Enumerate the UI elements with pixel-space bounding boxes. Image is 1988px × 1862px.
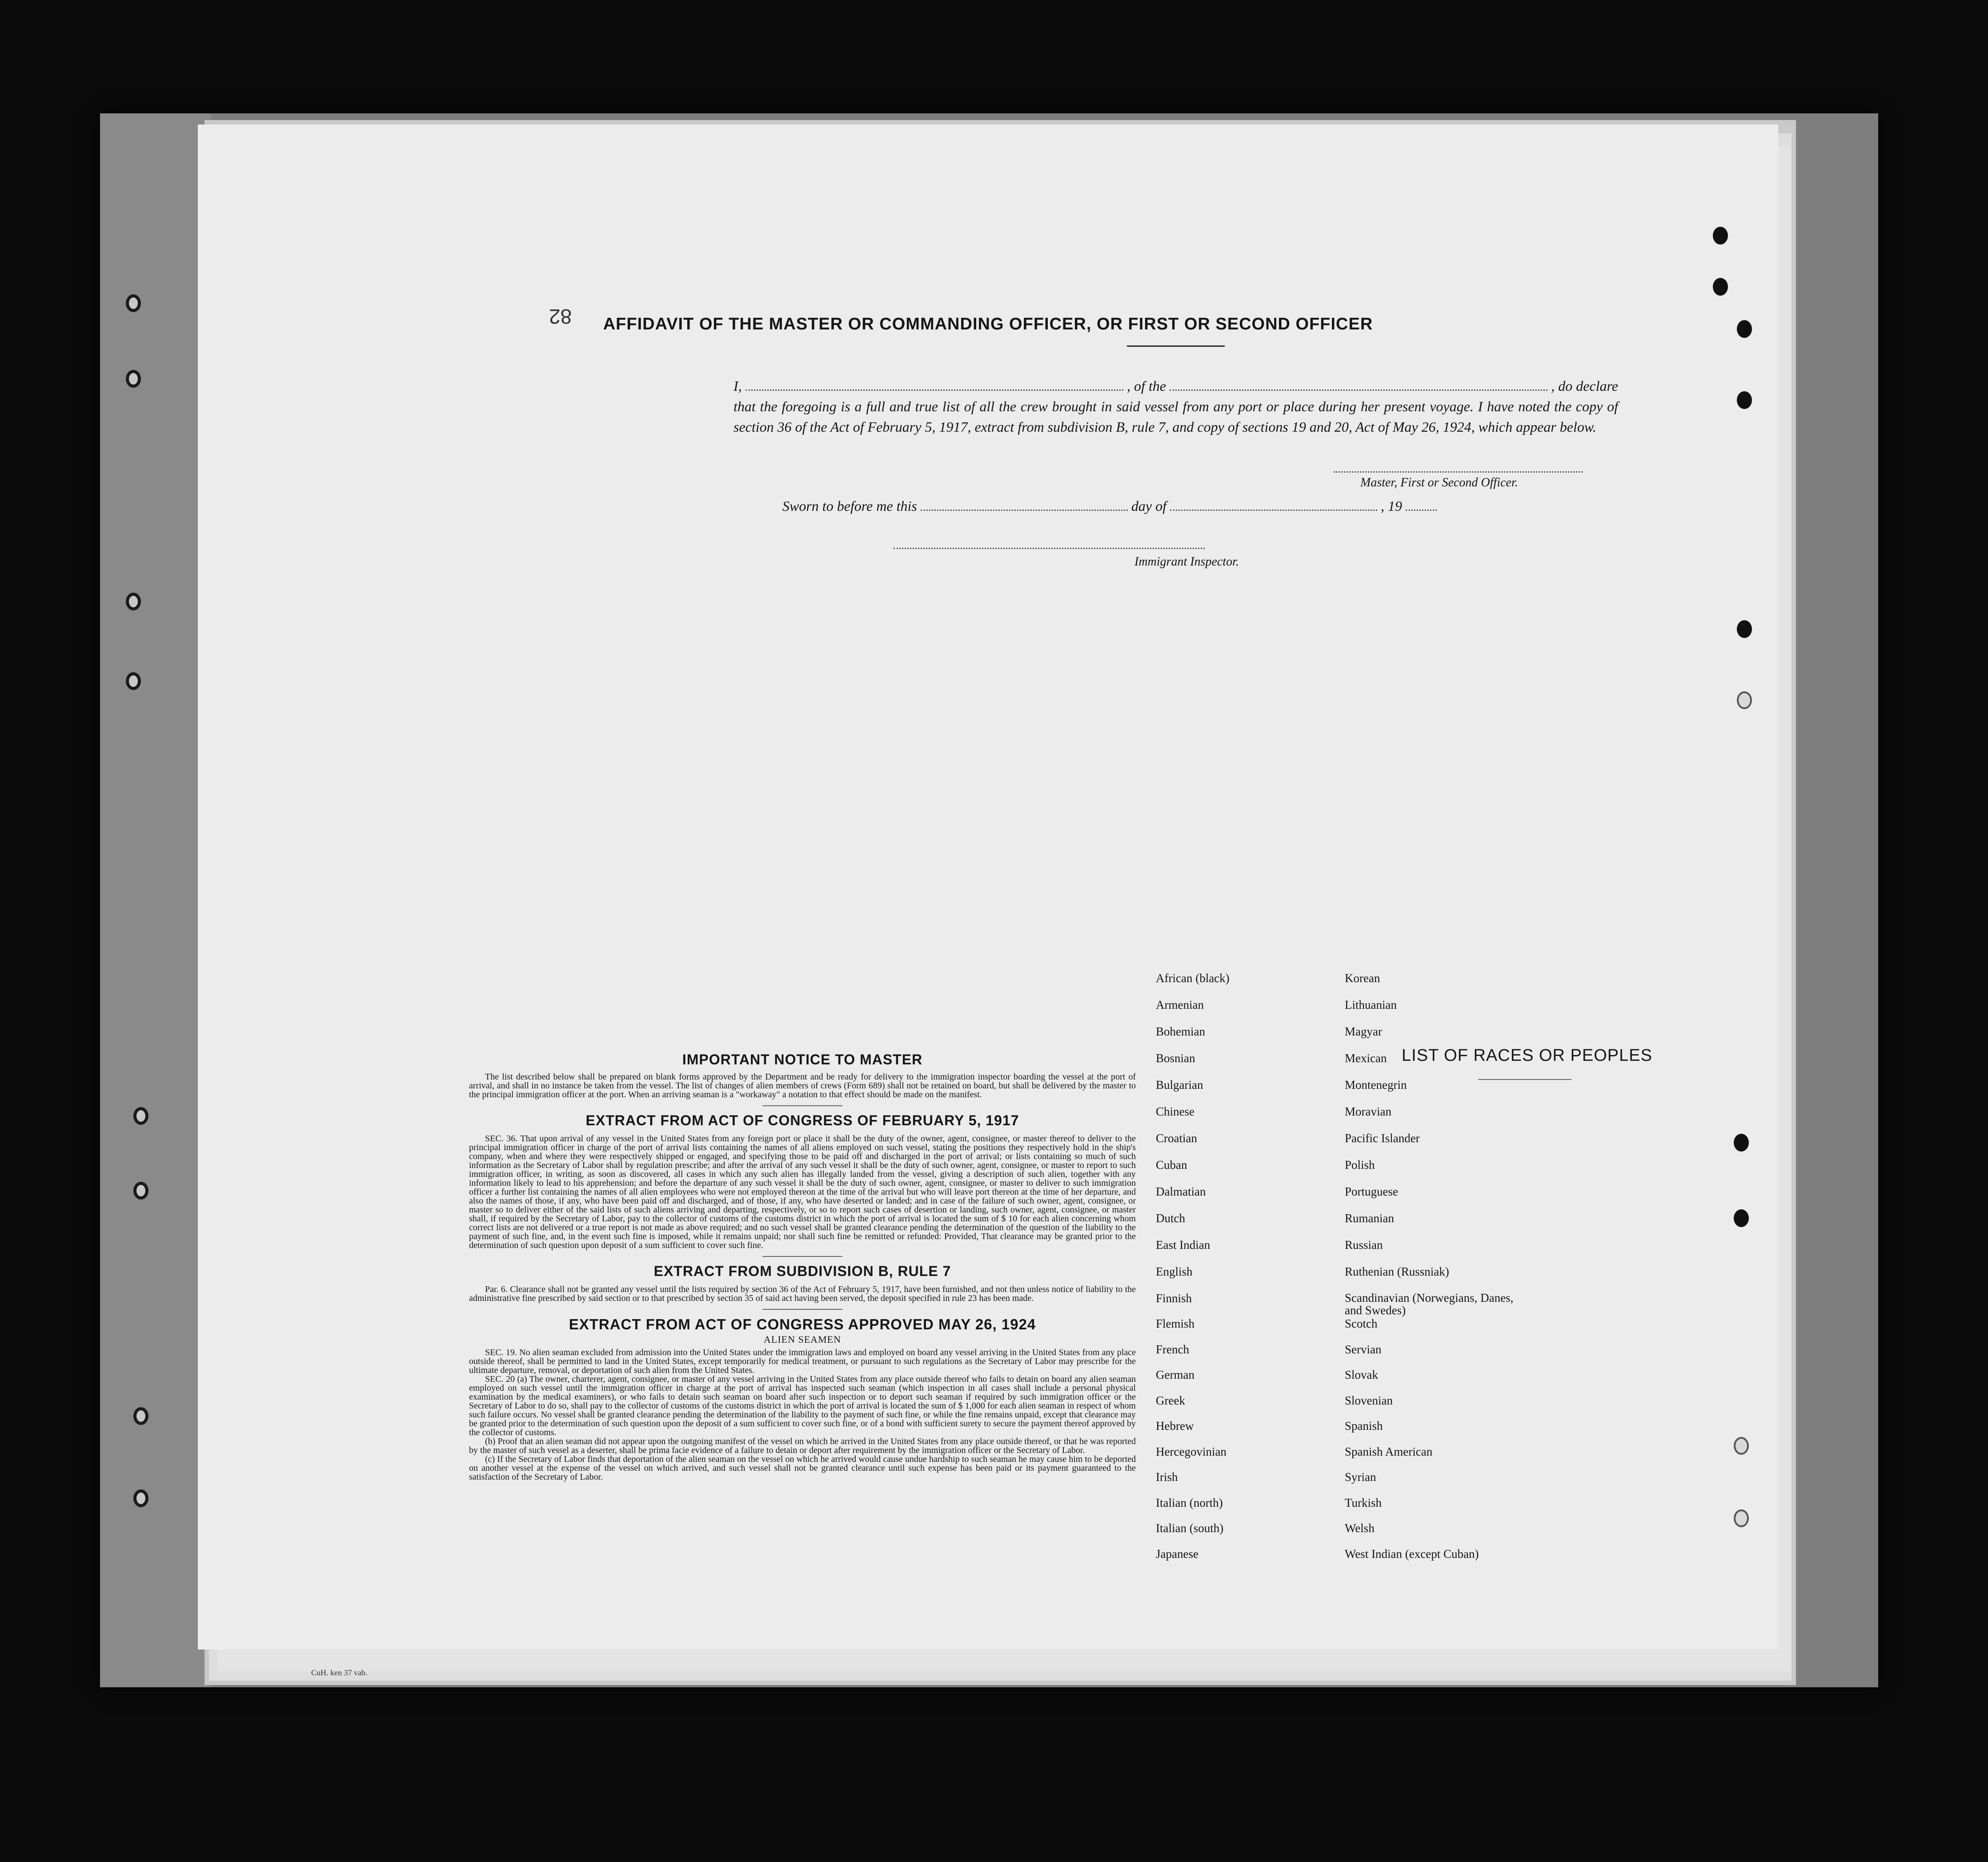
affidavit-of-the: , of the xyxy=(1126,378,1166,394)
punch-hole xyxy=(126,672,141,690)
race-right-13: Scotch xyxy=(1345,1317,1378,1330)
race-left-0: African (black) xyxy=(1156,971,1230,985)
race-left-19: Irish xyxy=(1156,1470,1178,1484)
punch-hole xyxy=(1713,227,1728,245)
section-divider xyxy=(762,1309,842,1310)
extract-1924-sec20a: SEC. 20 (a) The owner, charterer, agent, consignee, or master of any vessel arriving in the United States from any place outside thereof who fails to detain on board any alien seaman employed on such vessel until the immigration officer in charge at the port of arrival has inspected such seaman (which inspection in all cases shall include a personal physical examination by the medical examiners), or who fails to detain such seaman on board after such inspection or to deport such seaman if required by such immigration officer or the Secretary of Labor to do so, shall pay to the collector of customs of the customs district in which the port of arrival is located the sum of $ 1,000 for each alien seaman in respect of whom such failure occurs. No vessel shall be granted clearance pending the determination of the liability to the payment of such fine, or while the fine remains unpaid, except that clearance may be granted prior to the determination of such question upon the deposit of a sum sufficient to cover such fine, or of a bond with sufficient surety to secure the payment thereof approved by the collector of customs. xyxy=(469,1374,1136,1437)
race-left-16: Greek xyxy=(1156,1394,1185,1407)
race-left-15: German xyxy=(1156,1368,1194,1381)
affidavit-title: AFFIDAVIT OF THE MASTER OR COMMANDING OFFICER, OR FIRST OR SECOND OFFICER xyxy=(603,315,1373,333)
punch-hole xyxy=(133,1107,148,1125)
day-blank xyxy=(921,498,1128,511)
race-right-7: Polish xyxy=(1345,1158,1375,1172)
race-right-3: Mexican xyxy=(1345,1051,1387,1065)
punch-hole xyxy=(1737,691,1752,709)
punch-hole xyxy=(133,1407,148,1425)
race-left-22: Japanese xyxy=(1156,1547,1198,1561)
race-left-21: Italian (south) xyxy=(1156,1521,1224,1535)
punch-hole xyxy=(126,370,141,388)
extract-rule7-heading: EXTRACT FROM SUBDIVISION B, RULE 7 xyxy=(653,1263,951,1279)
race-right-16: Slovenian xyxy=(1345,1394,1393,1407)
race-left-2: Bohemian xyxy=(1156,1025,1205,1038)
race-left-6: Croatian xyxy=(1156,1132,1197,1145)
punch-hole xyxy=(1737,320,1752,338)
race-right-4: Montenegrin xyxy=(1345,1078,1407,1092)
races-heading: LIST OF RACES OR PEOPLES xyxy=(1402,1046,1652,1065)
extract-1924-sec20c: (c) If the Secretary of Labor finds that deportation of the alien seaman on the vessel on which he arrived would cause undue hardship to such seaman he may cause him to be deported on another vessel at the expense of the vessel on which arrived, and such vessel shall not be granted clearance until such expense has been paid or its payment guaranteed to the satisfaction of the Secretary of Labor. xyxy=(469,1454,1136,1482)
extract-1917-text: SEC. 36. That upon arrival of any vessel in the United States from any foreign port or place it shall be the duty of the owner, agent, consignee, or master thereof to deliver to the principal immigration officer in charge of the port of arrival lists containing the names of all aliens employed on such vessel, stating the positions they respectively hold in the ship's company, when and where they were respectively shipped or engaged, and specifying those to be paid off and discharged in the port of arrival; or lists containing so much of such information as the Secretary of Labor shall by regulation prescribe; and after the arrival of any such vessel it shall be the duty of such owner, agent, consignee, or master to report to such immigration officer, in writing, as soon as discovered, all cases in which any such alien has illegally landed from the vessel, giving a description of such alien, together with any information likely to lead to his apprehension; and before the departure of any such vessel it shall be the duty of such owner, agent, consignee, or master to deliver to such immigration officer a further list containing the names of all alien employees who were not employed thereon at the time of the arrival but who will leave port thereon at the time of her departure, and also the names of those, if any, who have been paid off and discharged, and of those, if any, who have deserted or landed; and in case of the failure of such owner, agent, consignee, or master so to deliver either of the said lists of such aliens arriving and departing, respectively, or so to report such cases of desertion or landing, such owner, agent, consignee, or master shall, if required by the Secretary of Labor, pay to the collector of customs of the customs district in which the port of arrival is located the sum of $ 10 for each alien concerning whom correct lists are not delivered or a true report is not made as above required; and no such vessel shall be granted clearance pending the determination of the question of the liability to the payment of such fine, and, in the event such fine is imposed, while it remains unpaid; nor shall such fine be remitted or refunded: Provided, That clearance may be granted prior to the determination of such question upon deposit of a sum sufficient to cover such fine. xyxy=(469,1134,1136,1250)
extract-1924-sec20b: (b) Proof that an alien seaman did not appear upon the outgoing manifest of the vessel on which he arrived in the United States from any place outside thereof, or that he was reported by the master of such vessel as a deserter, shall be prima facie evidence of a failure to detain or deport after requirement by the immigration officer or the Secretary of Labor. xyxy=(469,1437,1136,1455)
extract-rule7-text: Par. 6. Clearance shall not be granted any vessel until the lists required by section 36 of the Act of February 5, 1917, have been furnished, and not then unless notice of liability to the administrative fine prescribed by said section or to that prescribed by section 35 of said act having been served, the deposit specified in rule 23 has been made. xyxy=(469,1284,1136,1303)
sworn-line xyxy=(782,498,1440,514)
race-left-1: Armenian xyxy=(1156,998,1204,1011)
race-left-17: Hebrew xyxy=(1156,1419,1194,1433)
race-right-22: West Indian (except Cuban) xyxy=(1345,1547,1479,1561)
race-left-14: French xyxy=(1156,1343,1189,1356)
binder-strip xyxy=(100,113,211,1687)
punch-hole xyxy=(1734,1509,1749,1527)
race-right-5: Moravian xyxy=(1345,1105,1391,1118)
race-left-3: Bosnian xyxy=(1156,1051,1195,1065)
races-rule xyxy=(1478,1079,1571,1080)
day-of-label: day of xyxy=(1131,498,1166,514)
race-left-9: Dutch xyxy=(1156,1212,1185,1225)
extract-1917-heading: EXTRACT FROM ACT OF CONGRESS OF FEBRUARY 5, 1917 xyxy=(585,1112,1019,1128)
notice-heading: IMPORTANT NOTICE TO MASTER xyxy=(682,1051,923,1067)
punch-hole xyxy=(1737,620,1752,638)
inspector-signature-line xyxy=(894,548,1205,549)
punch-hole xyxy=(1713,278,1728,296)
race-left-10: East Indian xyxy=(1156,1238,1210,1252)
race-right-6: Pacific Islander xyxy=(1345,1132,1420,1145)
race-left-12: Finnish xyxy=(1156,1292,1192,1305)
race-right-21: Welsh xyxy=(1345,1521,1375,1535)
sworn-label: Sworn to before me this xyxy=(782,498,917,514)
race-right-10: Russian xyxy=(1345,1238,1383,1252)
extract-1924-heading: EXTRACT FROM ACT OF CONGRESS APPROVED MAY 26, 1924 xyxy=(569,1316,1036,1332)
punch-hole xyxy=(133,1489,148,1507)
punch-hole xyxy=(1737,391,1752,409)
race-left-20: Italian (north) xyxy=(1156,1496,1223,1509)
affidavit-do-declare: , do declare xyxy=(1551,378,1618,394)
year-prefix: , 19 xyxy=(1381,498,1403,514)
punch-hole xyxy=(1734,1209,1749,1227)
vessel-blank xyxy=(1170,378,1547,391)
race-right-19: Syrian xyxy=(1345,1470,1376,1484)
year-blank xyxy=(1406,498,1437,511)
race-right-20: Turkish xyxy=(1345,1496,1382,1509)
race-right-14: Servian xyxy=(1345,1343,1382,1356)
race-left-4: Bulgarian xyxy=(1156,1078,1203,1092)
punch-hole xyxy=(1734,1134,1749,1152)
title-rule xyxy=(1127,345,1225,347)
extract-1924-sec19: SEC. 19. No alien seaman excluded from admission into the United States under the immigration laws and employed on board any vessel arriving in the United States from any place outside thereof, shall be permitted to land in the United States, except temporarily for medical treatment, or pursuant to such regulations as the Secretary of Labor may prescribe for the ultimate departure, removal, or deportation of such alien from the United States. xyxy=(469,1348,1136,1375)
form-footer: CuH. ken 37 vab. xyxy=(311,1668,368,1677)
race-left-5: Chinese xyxy=(1156,1105,1194,1118)
race-right-8: Portuguese xyxy=(1345,1185,1398,1198)
legal-extracts xyxy=(469,1051,1136,1481)
race-left-8: Dalmatian xyxy=(1156,1185,1206,1198)
signature-label: Master, First or Second Officer. xyxy=(1360,476,1518,490)
race-right-12: Scandinavian (Norwegians, Danes, and Swedes) xyxy=(1345,1291,1514,1317)
race-right-2: Magyar xyxy=(1345,1025,1382,1038)
signature-line xyxy=(1334,471,1583,473)
race-left-18: Hercegovinian xyxy=(1156,1445,1226,1458)
race-right-18: Spanish American xyxy=(1345,1445,1433,1458)
name-blank xyxy=(746,378,1123,391)
punch-hole xyxy=(133,1182,148,1200)
race-left-13: Flemish xyxy=(1156,1317,1195,1330)
notice-text: The list described below shall be prepared on blank forms approved by the Department and be ready for delivery to the immigration inspector boarding the vessel at the port of arrival, and shall in no instance be taken from the vessel. The list of changes of alien members of crews (Form 689) shall not be retained on board, but shall be delivered by the master to the principal immigration officer at the port. When an arriving seaman is a "workaway" a notation to that effect should be made on the manifest. xyxy=(469,1072,1136,1100)
month-blank xyxy=(1170,498,1377,511)
affidavit-statement xyxy=(733,376,1618,437)
race-right-1: Lithuanian xyxy=(1345,998,1397,1011)
race-right-17: Spanish xyxy=(1345,1419,1383,1433)
race-left-11: English xyxy=(1156,1265,1193,1278)
race-right-9: Rumanian xyxy=(1345,1212,1394,1225)
punch-hole xyxy=(126,593,141,610)
page-number: 82 xyxy=(549,305,572,328)
race-left-7: Cuban xyxy=(1156,1158,1187,1172)
race-right-0: Korean xyxy=(1345,971,1380,985)
punch-hole xyxy=(1734,1437,1749,1455)
affidavit-body: that the foregoing is a full and true list of all the crew brought in said vessel from any port or place during her present voyage. I have noted the copy of section 36 of the Act of February 5, 1917, extract from subdivision B, rule 7, and copy of sections 19 and 20, Act of May 26, 1924, which appear below. xyxy=(733,398,1618,435)
race-right-11: Ruthenian (Russniak) xyxy=(1345,1265,1449,1278)
race-right-15: Slovak xyxy=(1345,1368,1379,1381)
punch-hole xyxy=(126,294,141,312)
section-divider xyxy=(762,1105,842,1106)
manifest-page xyxy=(198,124,1778,1649)
inspector-label: Immigrant Inspector. xyxy=(1134,555,1239,569)
affidavit-i-label: I, xyxy=(733,378,742,394)
section-divider xyxy=(762,1256,842,1257)
extract-1924-subheading: ALIEN SEAMEN xyxy=(764,1334,841,1345)
